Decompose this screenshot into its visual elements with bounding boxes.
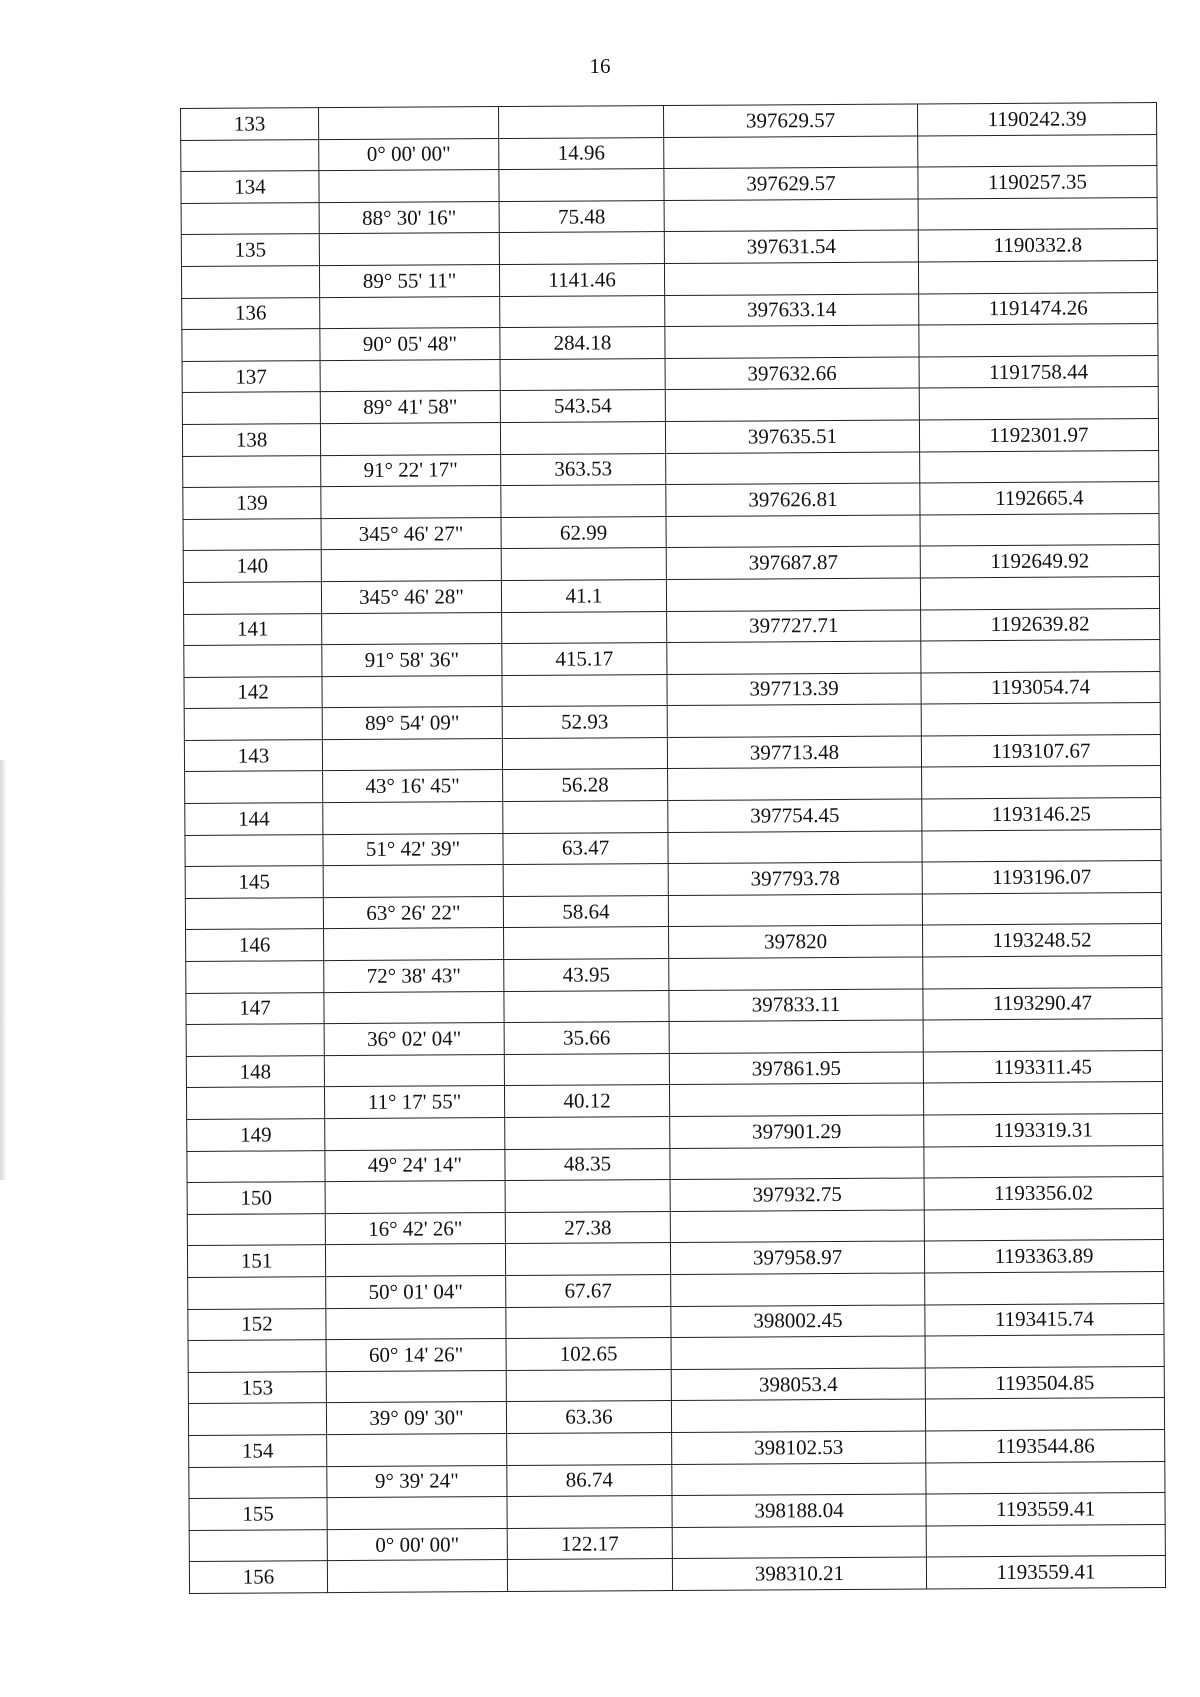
- empty-cell: [923, 956, 1162, 989]
- empty-cell: [319, 170, 499, 203]
- y-coordinate-cell: 1192301.97: [919, 418, 1158, 451]
- x-coordinate-cell: 397713.39: [667, 673, 921, 706]
- empty-cell: [321, 549, 501, 582]
- point-id-cell: 139: [183, 487, 321, 519]
- bearing-cell: 63° 26' 22": [323, 896, 503, 929]
- distance-cell: 48.35: [505, 1148, 670, 1181]
- empty-cell: [664, 262, 918, 295]
- distance-cell: 102.65: [506, 1338, 671, 1371]
- empty-cell: [323, 802, 503, 835]
- distance-cell: 14.96: [499, 137, 664, 170]
- empty-cell: [507, 1496, 672, 1529]
- distance-cell: 35.66: [504, 1022, 669, 1055]
- point-id-cell: 155: [189, 1498, 327, 1530]
- bearing-cell: 345° 46' 28": [321, 580, 501, 613]
- point-id-cell: 136: [182, 297, 320, 329]
- empty-cell: [184, 708, 322, 740]
- empty-cell: [926, 1524, 1165, 1557]
- x-coordinate-cell: 398053.4: [671, 1368, 925, 1401]
- empty-cell: [322, 612, 502, 645]
- x-coordinate-cell: 397713.48: [667, 736, 921, 769]
- empty-cell: [325, 1118, 505, 1151]
- empty-cell: [925, 1398, 1164, 1431]
- y-coordinate-cell: 1193054.74: [921, 671, 1160, 704]
- empty-cell: [183, 582, 321, 614]
- empty-cell: [920, 450, 1159, 483]
- distance-cell: 62.99: [501, 516, 666, 549]
- empty-cell: [324, 991, 504, 1024]
- empty-cell: [187, 1150, 325, 1182]
- empty-cell: [322, 675, 502, 708]
- empty-cell: [185, 771, 323, 803]
- empty-cell: [919, 387, 1158, 420]
- empty-cell: [923, 1019, 1162, 1052]
- empty-cell: [665, 325, 919, 358]
- point-id-cell: 149: [187, 1119, 325, 1151]
- empty-cell: [672, 1463, 926, 1496]
- empty-cell: [186, 1087, 324, 1119]
- empty-cell: [186, 1024, 324, 1056]
- empty-cell: [182, 329, 320, 361]
- empty-cell: [919, 324, 1158, 357]
- x-coordinate-cell: 397633.14: [665, 294, 919, 327]
- empty-cell: [503, 864, 668, 897]
- empty-cell: [327, 1433, 507, 1466]
- distance-cell: 122.17: [507, 1527, 672, 1560]
- empty-cell: [920, 576, 1159, 609]
- bearing-cell: 16° 42' 26": [325, 1212, 505, 1245]
- empty-cell: [668, 767, 922, 800]
- bearing-cell: 9° 39' 24": [327, 1465, 507, 1498]
- empty-cell: [188, 1403, 326, 1435]
- empty-cell: [187, 1213, 325, 1245]
- x-coordinate-cell: 397820: [669, 925, 923, 958]
- y-coordinate-cell: 1193319.31: [924, 1114, 1163, 1147]
- empty-cell: [498, 106, 663, 139]
- distance-cell: 52.93: [502, 706, 667, 739]
- y-coordinate-cell: 1193415.74: [925, 1303, 1164, 1336]
- point-id-cell: 137: [182, 360, 320, 392]
- empty-cell: [505, 1243, 670, 1276]
- bearing-cell: 36° 02' 04": [324, 1023, 504, 1056]
- empty-cell: [503, 801, 668, 834]
- empty-cell: [504, 990, 669, 1023]
- bearing-cell: 0° 00' 00": [319, 138, 499, 171]
- coordinate-table: [180, 102, 1166, 1594]
- point-id-cell: 141: [184, 613, 322, 645]
- x-coordinate-cell: 397626.81: [666, 483, 920, 516]
- x-coordinate-cell: 397958.97: [670, 1241, 924, 1274]
- x-coordinate-cell: 398188.04: [672, 1494, 926, 1527]
- bearing-cell: 60° 14' 26": [326, 1339, 506, 1372]
- empty-cell: [322, 738, 502, 771]
- empty-cell: [321, 486, 501, 519]
- empty-cell: [183, 455, 321, 487]
- empty-cell: [185, 897, 323, 929]
- empty-cell: [506, 1306, 671, 1339]
- x-coordinate-cell: 397687.87: [666, 546, 920, 579]
- point-id-cell: 134: [181, 171, 319, 203]
- y-coordinate-cell: 1192649.92: [920, 545, 1159, 578]
- empty-cell: [504, 1053, 669, 1086]
- page-number: 16: [589, 54, 611, 78]
- empty-cell: [923, 1082, 1162, 1115]
- point-id-cell: 146: [186, 929, 324, 961]
- y-coordinate-cell: 1192639.82: [921, 608, 1160, 641]
- y-coordinate-cell: 1193290.47: [923, 987, 1162, 1020]
- empty-cell: [666, 515, 920, 548]
- y-coordinate-cell: 1193311.45: [923, 1050, 1162, 1083]
- x-coordinate-cell: 397861.95: [669, 1052, 923, 1085]
- empty-cell: [667, 641, 921, 674]
- empty-cell: [188, 1340, 326, 1372]
- empty-cell: [499, 232, 664, 265]
- empty-cell: [189, 1466, 327, 1498]
- empty-cell: [326, 1307, 506, 1340]
- empty-cell: [666, 452, 920, 485]
- x-coordinate-cell: 397629.57: [664, 167, 918, 200]
- empty-cell: [918, 197, 1157, 230]
- empty-cell: [665, 388, 919, 421]
- bearing-cell: 0° 00' 00": [327, 1528, 507, 1561]
- point-id-cell: 156: [189, 1561, 327, 1593]
- point-id-cell: 148: [186, 1055, 324, 1087]
- empty-cell: [924, 1145, 1163, 1178]
- empty-cell: [926, 1461, 1165, 1494]
- empty-cell: [501, 548, 666, 581]
- empty-cell: [668, 894, 922, 927]
- empty-cell: [320, 296, 500, 329]
- bearing-cell: 11° 17' 55": [324, 1086, 504, 1119]
- y-coordinate-cell: 1193248.52: [923, 924, 1162, 957]
- point-id-cell: 152: [188, 1308, 326, 1340]
- distance-cell: 63.47: [503, 832, 668, 865]
- empty-cell: [671, 1336, 925, 1369]
- bearing-cell: 91° 58' 36": [322, 644, 502, 677]
- x-coordinate-cell: 397932.75: [670, 1178, 924, 1211]
- empty-cell: [320, 359, 500, 392]
- empty-cell: [505, 1117, 670, 1150]
- empty-cell: [319, 233, 499, 266]
- bearing-cell: 72° 38' 43": [324, 960, 504, 993]
- empty-cell: [669, 957, 923, 990]
- empty-cell: [925, 1335, 1164, 1368]
- point-id-cell: 151: [187, 1245, 325, 1277]
- empty-cell: [327, 1560, 507, 1593]
- x-coordinate-cell: 397793.78: [668, 862, 922, 895]
- distance-cell: 415.17: [502, 643, 667, 676]
- y-coordinate-cell: 1193107.67: [921, 734, 1160, 767]
- point-row: [189, 1556, 1165, 1594]
- y-coordinate-cell: 1190257.35: [918, 166, 1157, 199]
- distance-cell: 75.48: [499, 200, 664, 233]
- empty-cell: [502, 611, 667, 644]
- empty-cell: [664, 199, 918, 232]
- point-id-cell: 142: [184, 676, 322, 708]
- empty-cell: [922, 892, 1161, 925]
- empty-cell: [188, 1277, 326, 1309]
- distance-cell: 27.38: [505, 1211, 670, 1244]
- scan-shadow: [0, 760, 6, 1180]
- y-coordinate-cell: 1193504.85: [925, 1366, 1164, 1399]
- point-id-cell: 138: [182, 424, 320, 456]
- bearing-cell: 88° 30' 16": [319, 201, 499, 234]
- empty-cell: [183, 518, 321, 550]
- empty-cell: [922, 766, 1161, 799]
- y-coordinate-cell: 1193356.02: [924, 1177, 1163, 1210]
- empty-cell: [323, 865, 503, 898]
- bearing-cell: 89° 54' 09": [322, 707, 502, 740]
- empty-cell: [324, 928, 504, 961]
- x-coordinate-cell: 397727.71: [667, 609, 921, 642]
- y-coordinate-cell: 1193146.25: [922, 798, 1161, 831]
- x-coordinate-cell: 397629.57: [663, 104, 917, 137]
- bearing-cell: 51° 42' 39": [323, 833, 503, 866]
- y-coordinate-cell: 1193196.07: [922, 861, 1161, 894]
- y-coordinate-cell: 1191474.26: [919, 292, 1158, 325]
- bearing-cell: 91° 22' 17": [321, 454, 501, 487]
- y-coordinate-cell: 1190242.39: [917, 103, 1156, 136]
- bearing-cell: 39° 09' 30": [326, 1402, 506, 1435]
- x-coordinate-cell: 397901.29: [670, 1115, 924, 1148]
- empty-cell: [181, 266, 319, 298]
- bearing-cell: 43° 16' 45": [323, 770, 503, 803]
- x-coordinate-cell: 398102.53: [672, 1431, 926, 1464]
- empty-cell: [666, 578, 920, 611]
- empty-cell: [671, 1399, 925, 1432]
- empty-cell: [918, 134, 1157, 167]
- distance-cell: 86.74: [507, 1464, 672, 1497]
- empty-cell: [504, 927, 669, 960]
- bearing-cell: 49° 24' 14": [325, 1149, 505, 1182]
- x-coordinate-cell: 398002.45: [671, 1305, 925, 1338]
- distance-cell: 543.54: [500, 390, 665, 423]
- bearing-cell: 89° 55' 11": [319, 265, 499, 298]
- empty-cell: [182, 392, 320, 424]
- empty-cell: [921, 703, 1160, 736]
- y-coordinate-cell: 1190332.8: [918, 229, 1157, 262]
- empty-cell: [502, 737, 667, 770]
- distance-cell: 40.12: [504, 1085, 669, 1118]
- y-coordinate-cell: 1192665.4: [920, 482, 1159, 515]
- empty-cell: [502, 674, 667, 707]
- empty-cell: [186, 961, 324, 993]
- empty-cell: [664, 136, 918, 169]
- x-coordinate-cell: 397833.11: [669, 989, 923, 1022]
- x-coordinate-cell: 397754.45: [668, 799, 922, 832]
- empty-cell: [189, 1529, 327, 1561]
- bearing-cell: 345° 46' 27": [321, 517, 501, 550]
- distance-cell: 58.64: [503, 895, 668, 928]
- empty-cell: [918, 261, 1157, 294]
- empty-cell: [326, 1370, 506, 1403]
- empty-cell: [506, 1369, 671, 1402]
- empty-cell: [500, 358, 665, 391]
- x-coordinate-cell: 397632.66: [665, 357, 919, 390]
- distance-cell: 67.67: [506, 1274, 671, 1307]
- distance-cell: 363.53: [501, 453, 666, 486]
- x-coordinate-cell: 398310.21: [672, 1557, 926, 1590]
- empty-cell: [505, 1180, 670, 1213]
- empty-cell: [924, 1208, 1163, 1241]
- point-id-cell: 147: [186, 992, 324, 1024]
- empty-cell: [507, 1559, 672, 1592]
- distance-cell: 1141.46: [499, 264, 664, 297]
- point-id-cell: 150: [187, 1182, 325, 1214]
- bearing-cell: 89° 41' 58": [320, 391, 500, 424]
- empty-cell: [921, 640, 1160, 673]
- empty-cell: [499, 169, 664, 202]
- empty-cell: [922, 829, 1161, 862]
- empty-cell: [327, 1497, 507, 1530]
- point-id-cell: 133: [181, 108, 319, 140]
- bearing-cell: 90° 05' 48": [320, 328, 500, 361]
- point-id-cell: 144: [185, 803, 323, 835]
- x-coordinate-cell: 397631.54: [664, 230, 918, 263]
- empty-cell: [501, 485, 666, 518]
- empty-cell: [181, 139, 319, 171]
- y-coordinate-cell: 1193559.41: [926, 1556, 1165, 1589]
- empty-cell: [667, 704, 921, 737]
- empty-cell: [184, 645, 322, 677]
- point-id-cell: 143: [184, 740, 322, 772]
- empty-cell: [669, 1020, 923, 1053]
- bearing-cell: 50° 01' 04": [326, 1276, 506, 1309]
- empty-cell: [669, 1083, 923, 1116]
- empty-cell: [320, 422, 500, 455]
- empty-cell: [672, 1526, 926, 1559]
- distance-cell: 56.28: [503, 769, 668, 802]
- empty-cell: [670, 1147, 924, 1180]
- point-id-cell: 145: [185, 866, 323, 898]
- point-id-cell: 153: [188, 1371, 326, 1403]
- empty-cell: [920, 513, 1159, 546]
- point-id-cell: 140: [183, 550, 321, 582]
- point-id-cell: 154: [189, 1435, 327, 1467]
- empty-cell: [319, 107, 499, 140]
- empty-cell: [507, 1432, 672, 1465]
- empty-cell: [671, 1273, 925, 1306]
- point-id-cell: 135: [181, 234, 319, 266]
- y-coordinate-cell: 1193559.41: [926, 1493, 1165, 1526]
- empty-cell: [500, 421, 665, 454]
- distance-cell: 41.1: [501, 579, 666, 612]
- y-coordinate-cell: 1191758.44: [919, 355, 1158, 388]
- empty-cell: [670, 1210, 924, 1243]
- empty-cell: [181, 202, 319, 234]
- distance-cell: 284.18: [500, 327, 665, 360]
- coordinate-table-body: [181, 103, 1166, 1594]
- y-coordinate-cell: 1193544.86: [926, 1429, 1165, 1462]
- empty-cell: [325, 1181, 505, 1214]
- y-coordinate-cell: 1193363.89: [924, 1240, 1163, 1273]
- x-coordinate-cell: 397635.51: [665, 420, 919, 453]
- empty-cell: [324, 1054, 504, 1087]
- empty-cell: [925, 1271, 1164, 1304]
- empty-cell: [500, 295, 665, 328]
- empty-cell: [325, 1244, 505, 1277]
- empty-cell: [668, 831, 922, 864]
- distance-cell: 43.95: [504, 959, 669, 992]
- empty-cell: [185, 834, 323, 866]
- distance-cell: 63.36: [506, 1401, 671, 1434]
